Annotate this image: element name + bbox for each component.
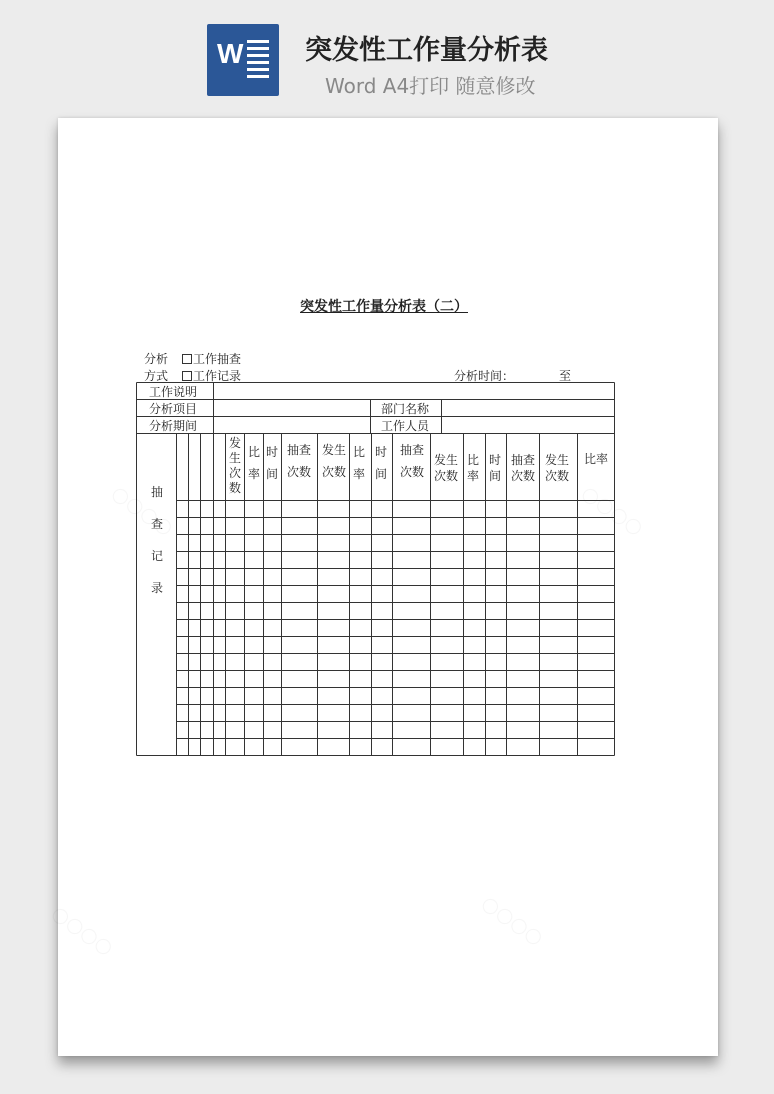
col-char: 时 [488,453,501,467]
col-text: 次数 [544,469,569,483]
col-text: 抽查 [399,443,424,457]
col-text: 发生 [433,453,458,467]
watermark [47,900,118,960]
col-text: 次数 [321,465,346,479]
method-label-1: 分析 [144,352,169,366]
option-recording-label: 工作记录 [193,369,242,383]
analysis-time-label: 分析时间： [454,369,515,383]
col-char: 率 [466,469,479,483]
col-char: 发 [228,436,241,450]
checkbox-icon[interactable] [182,354,192,364]
header-title: 突发性工作量分析表 [305,35,548,66]
row-label-work-desc: 工作说明 [149,385,198,399]
document-page [58,118,718,1056]
method-option-sampling [182,352,241,366]
row-label-analysis-period: 分析期间 [149,419,198,433]
col-char: 间 [488,469,501,483]
col-char: 时 [265,445,278,459]
checkbox-icon[interactable] [182,371,192,381]
col-text: 发生 [321,443,346,457]
row-label-analysis-item: 分析项目 [149,402,198,416]
sample-record-char: 查 [150,517,163,531]
analysis-table [136,382,615,756]
col-occur-count-2 [314,439,354,483]
col-text: 抽查 [510,453,535,467]
option-sampling-label: 工作抽查 [193,352,242,366]
col-char: 生 [228,451,241,465]
col-time-3 [486,452,504,484]
preview-header [0,0,774,110]
col-time-2 [372,441,390,485]
col-text: 次数 [399,465,424,479]
col-ratio-3 [464,452,482,484]
col-char: 比 [247,445,260,459]
watermark [477,890,548,950]
header-subtitle: Word A4打印 随意修改 [325,74,536,98]
col-occur-count-4 [537,452,577,484]
sample-record-char: 录 [150,581,163,595]
col-char: 间 [265,467,278,481]
method-option-recording [182,369,241,383]
word-logo-letter: W [217,38,244,69]
col-char: 数 [228,481,241,495]
col-char: 间 [374,467,387,481]
word-icon [207,24,279,96]
col-char: 比 [352,445,365,459]
col-char: 率 [247,467,260,481]
col-char: 率 [352,467,365,481]
to-label: 至 [559,369,572,383]
col-text: 次数 [433,469,458,483]
col-ratio-4: 比率 [583,452,608,466]
document-title: 突发性工作量分析表（二） [300,299,468,315]
col-text: 发生 [544,453,569,467]
col-occur-count-3 [426,452,466,484]
col-text: 抽查 [286,443,311,457]
col-char: 比 [466,453,479,467]
col-text: 次数 [286,465,311,479]
sample-record-char: 抽 [150,485,163,499]
col-ratio-2 [350,441,368,485]
col-char: 次 [228,466,241,480]
row-label-dept-name: 部门名称 [381,402,430,416]
col-text: 次数 [510,469,535,483]
col-char: 时 [374,445,387,459]
col-sample-count-1 [279,439,319,483]
sample-record-char: 记 [150,549,163,563]
col-occur-count-1 [226,436,244,496]
method-label-2: 方式 [144,369,169,383]
row-label-staff: 工作人员 [381,419,430,433]
word-logo-lines [247,40,269,80]
col-ratio-1 [245,441,263,485]
